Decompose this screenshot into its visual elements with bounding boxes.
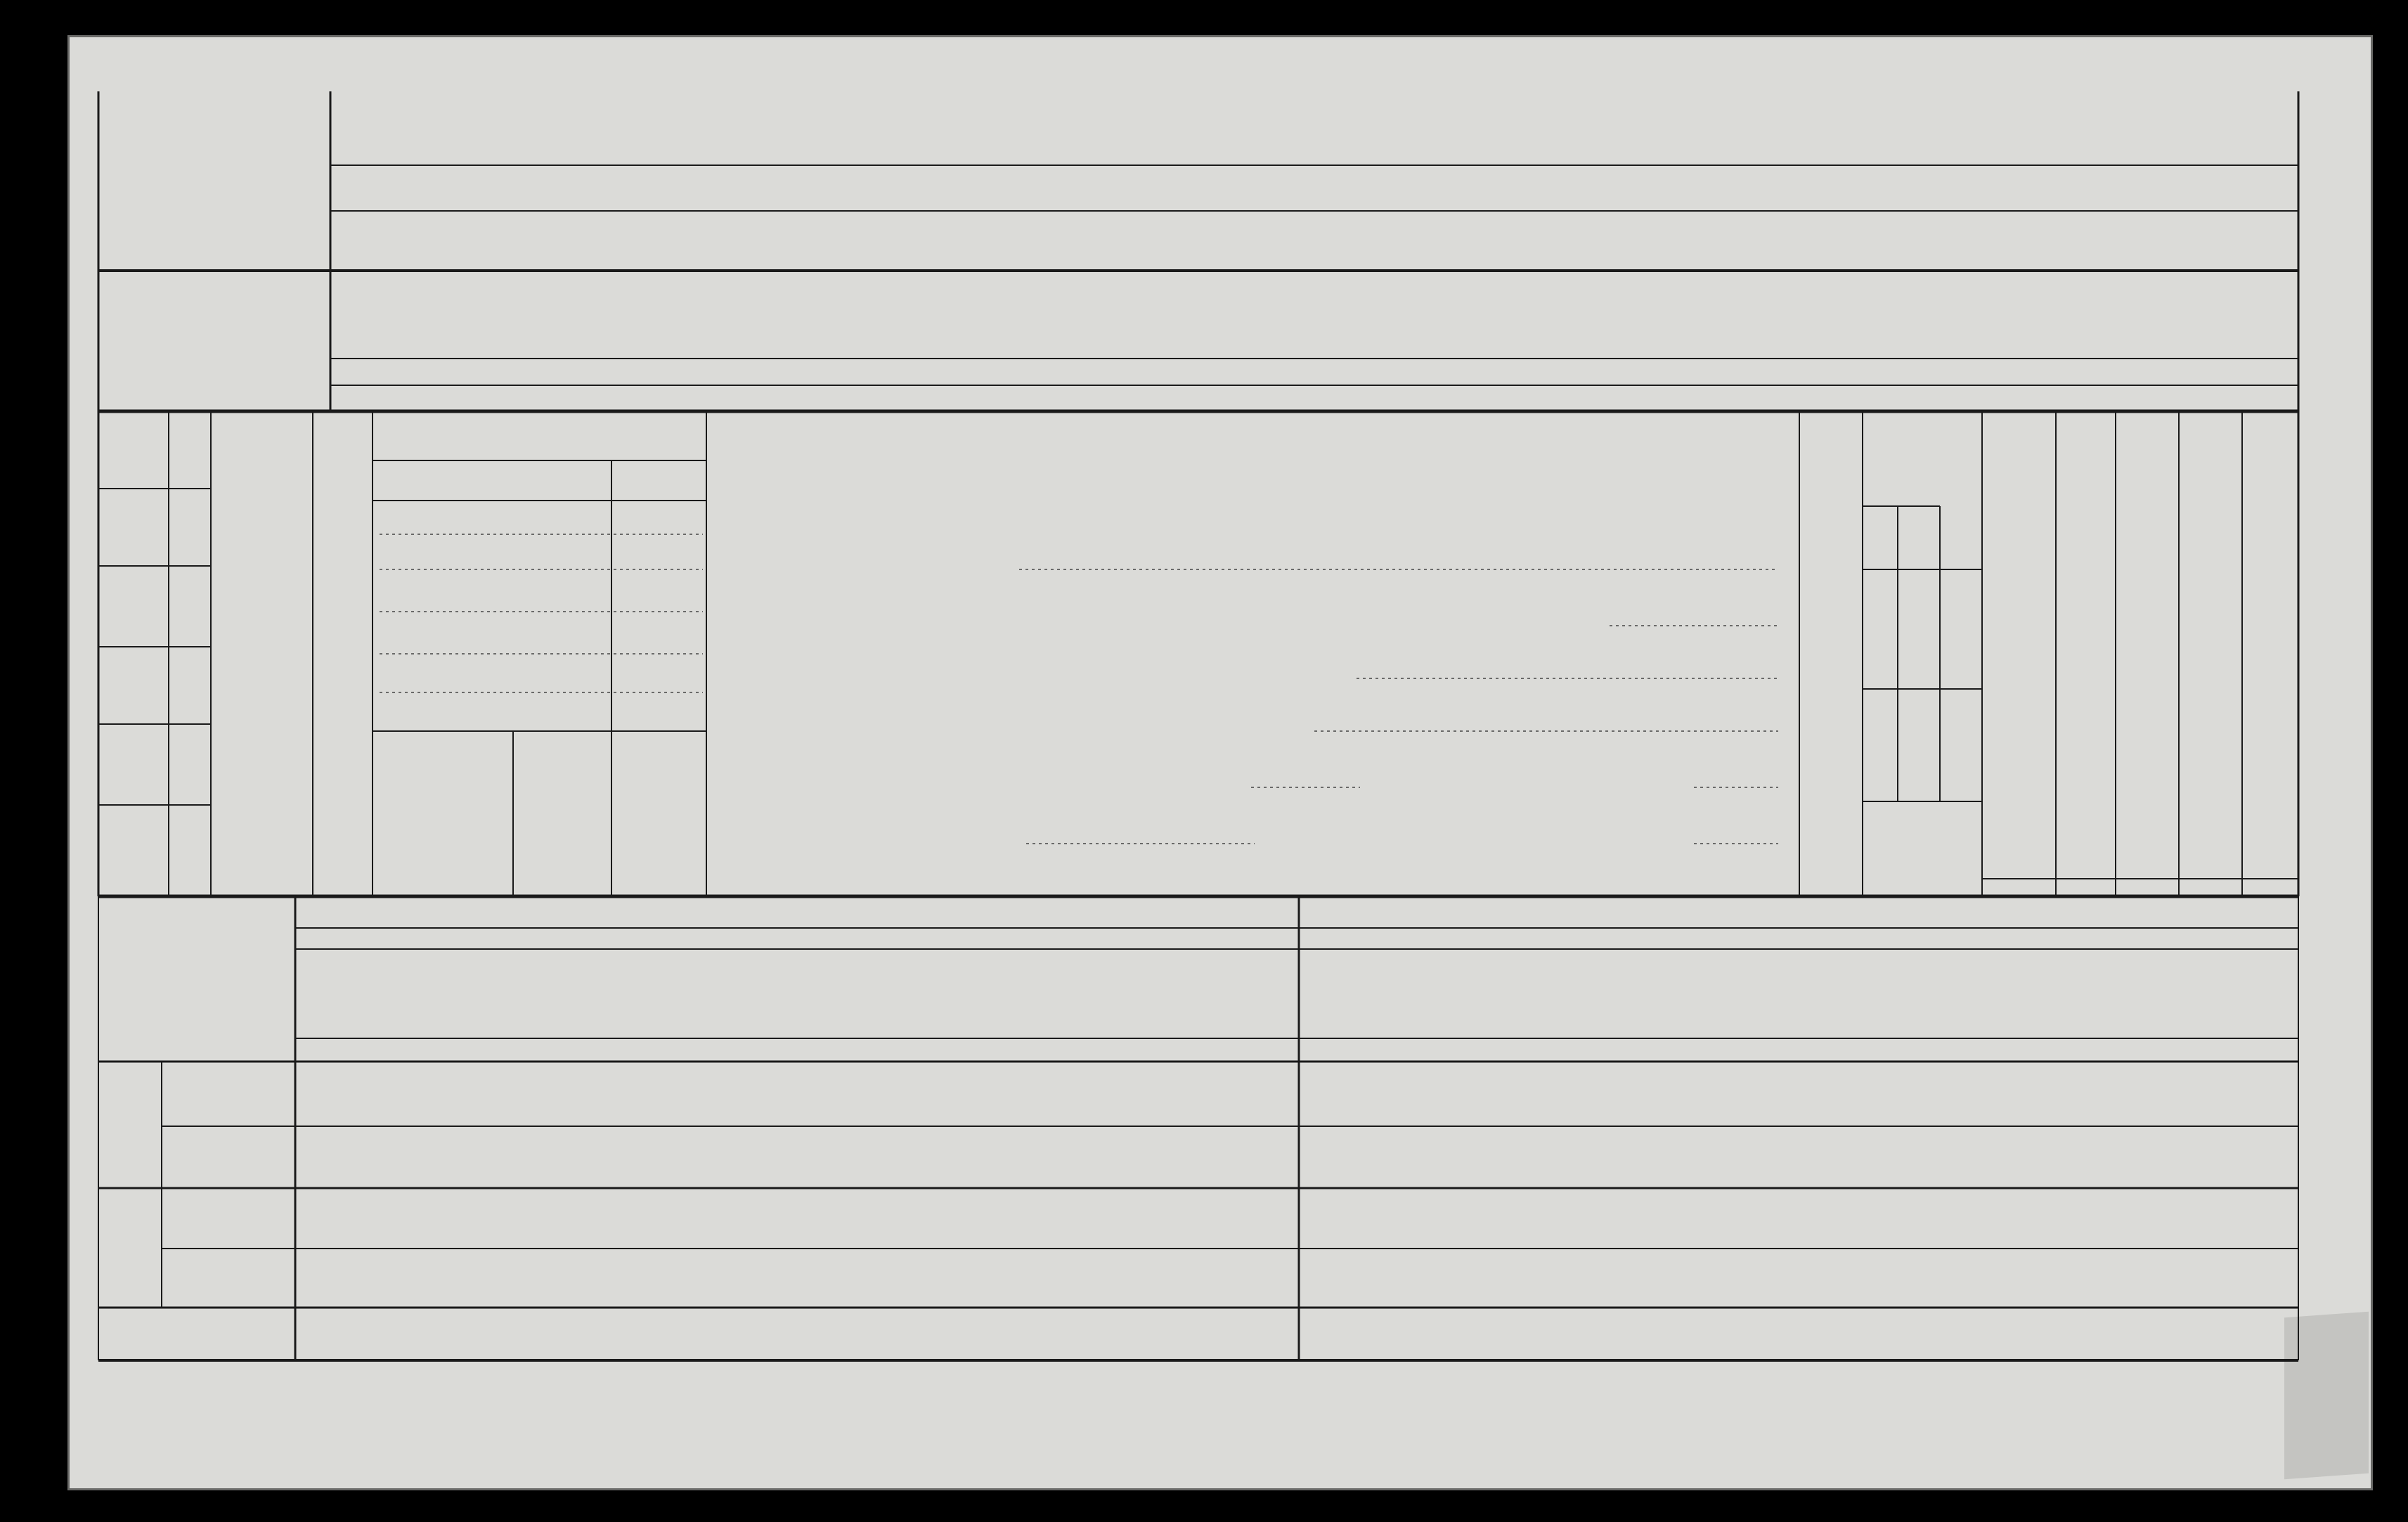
women-working-age-label [1901, 573, 1936, 633]
men-working-age-label [1901, 692, 1936, 749]
population-vertical-title [1803, 436, 1862, 886]
group-non-allotment-label [100, 1195, 159, 1304]
workers-vertical-title [323, 429, 374, 886]
teen-label [1901, 510, 1936, 566]
